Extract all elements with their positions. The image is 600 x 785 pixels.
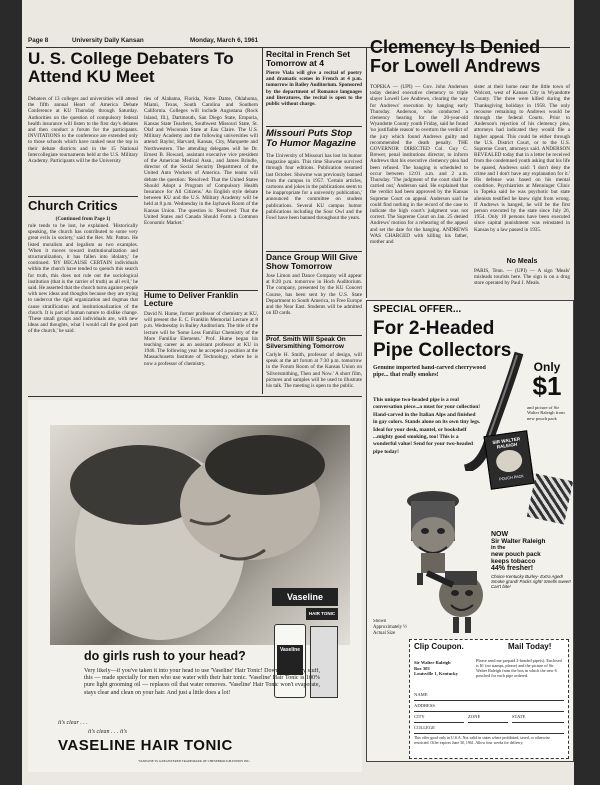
missouri-headline: Missouri Puts Stop To Humor Magazine bbox=[266, 128, 356, 149]
address-line: Louisville 1, Kentucky bbox=[414, 671, 459, 677]
clip-coupon-label: Clip Coupon. bbox=[414, 642, 464, 651]
state-field[interactable]: STATE bbox=[512, 714, 564, 723]
now-line: new pouch pack bbox=[491, 551, 541, 558]
tagline-clean: it's clean . . . it's bbox=[88, 729, 127, 735]
smith-headline: Prof. Smith Will Speak On Silversmithing Tomorrow bbox=[266, 336, 346, 350]
clemency-col1: TOPEKA — (UPI) — Gov. John Anderson today denied executive clemency to triple slayer Lowell Lee Andrews, clearing the way for Andrews' execution by hanging early Thursday. Anderson, who conducted a clemency hearing for the 20-year-old Wyandotte County youth Friday, said he found 'no justifiable reason' to overturn the verdict of the jury which found Andrews guilty and recommended the death penalty. THE GOVERNOR DIRECTED Col. Guy C. Brewer, penal institutions director, to inform Andrews that his executive clemency plea had been refused. The hanging is scheduled to occur between 12:01 a.m. and 2 a.m. Thursday. 'The judgment of the court shall be carried out,' Anderson said. He explained that the verdict had been approved by the Kansas Supreme Court on appeal. Anderson said he could find nothing in the record of the case to indicate the high court's judgment was not correct. The Supreme Court on Jan. 25 denied Andrews' motion for a rehearing of the appeal and set the date for the hanging. ANDREWS WAS CHARGED with killing his father, mother and bbox=[370, 84, 468, 246]
church-headline: Church Critics bbox=[28, 198, 118, 213]
now-panel bbox=[491, 531, 571, 617]
column-rule bbox=[366, 48, 367, 298]
recital-headline: Recital in French Set Tomorrow at 4 bbox=[266, 49, 351, 68]
coupon-address bbox=[414, 660, 472, 684]
pouch-label: SIR WALTER RALEIGH bbox=[492, 436, 521, 450]
price-label: Only bbox=[533, 360, 561, 374]
coupon-instructions: Please send me prepaid 2-headed pipe(s). Enclosed is $1 (no stamps, please) and the picture of Sir Walter Raleigh from the box in which the new 6 pouched for each pipe ordered. bbox=[476, 658, 562, 678]
recital-body: Pierre Viala will give a recital of poetry and dramatic scenes in French at 4 p.m. tomorrow in Bailey Auditorium. Sponsored by the department of Romance languages and literatures, the recital is open to the public without charge. bbox=[266, 70, 362, 108]
address-field[interactable]: ADDRESS bbox=[414, 703, 564, 712]
vaseline-footnote: 'VASELINE' IS A REGISTERED TRADEMARK OF CHESEBROUGH-POND'S INC. bbox=[138, 759, 251, 763]
vaseline-question: do girls rush to your head? bbox=[84, 649, 246, 663]
dance-body: Jose Limon and Dance Company will appear at 8:20 p.m. tomorrow in Hoch Auditorium. The company, presented by the KU Concert Course, has been sent by the U.S. State Department to South America, to Free Europe and the Near East. Students will be admitted on ID cards. bbox=[266, 273, 362, 317]
pipe-body: This unique two-headed pipe is a real conversation piece...a must for your collection! Hand-carved in the Italian Alps and finished in gay colors. Stands alone on its own tiny legs. Ideal for your desk, mantel, or bookshelf ...mighty good smoking, too! This is a wonderful value! Send for your two-headed pipe today! bbox=[373, 397, 481, 455]
now-line: keeps tobacco bbox=[491, 558, 536, 565]
clemency-col2: sister at their home near the little town of Wolcott, west of Kansas City in Wyandotte County. The three were killed during the Thanksgiving holidays in 1958. The only recourse remaining to Andrews would be through the federal Courts. Prior to Anderson's rejection of his clemency plea, attorneys had indicated they would file a higher appeal. This could be either through the U.S. District Court, or to the U.S. Supreme Court, attorneys said. ANDERSON REVEALED today that in a letter he received from the condemned youth asking that his life be spared, Andrews said: 'I don't deny the crime and I don't have any explanation for it.' His defense was based on his mental condition. Psychiatrists at Menninger Clinic in Topeka said he was psychotic but state alienists testified he knew right from wrong. If Andrews is hanged, he will be the first person executed by the state since July 26, 1954. Only 10 persons have been executed since capital punishment was reinstated in Kansas by a law passed in 1935. bbox=[474, 84, 570, 233]
bottle-brand-tab: Vaseline bbox=[272, 588, 338, 606]
no-meals-body: PARIS, Tenn. — (UPI) — A sign 'Meals' misleads tourists here. The sign is on a drug store operated by Paul J. Meals. bbox=[474, 268, 570, 287]
now-line: 44% fresher! bbox=[491, 565, 534, 572]
pipe-headline-2: Pipe Collectors bbox=[373, 340, 512, 361]
now-line: Choice Kentucky Burley- Extra Aged! Smoke grand! Packs right! Smells sweet! Can't bite! bbox=[491, 574, 571, 590]
bottle-tab-label: HAIR TONIC bbox=[306, 608, 338, 620]
address-line: Sir Walter Raleigh bbox=[414, 660, 451, 665]
pouch-pack-image bbox=[527, 474, 573, 525]
name-field[interactable]: NAME bbox=[414, 692, 564, 701]
two-headed-pipe-illustration bbox=[403, 487, 491, 657]
vaseline-brand: VASELINE HAIR TONIC bbox=[58, 737, 233, 754]
city-field[interactable]: CITY bbox=[414, 714, 464, 723]
church-body: rule tends to be lost, he explained. 'Historically speaking, the church has contributed to some very great evils in society,' said the Rev. Mr. Patton. He listed moralism and legalism as two examples. 'When it moves toward institutionalization and structuralization, it has fallen into idolatry,' he continued. 'BY BECAUSE CERTAIN individuals within the church have tended to quench this search for truth, this does not rule out the sociological institution (that is the carrier of truth) as all evil,' he said. He asserted that the church turns against people with new ideas and thoughts because they are trying to undercut the rigid organization and dogmas that cause stratification and institutionalization of the church. It is part of human nature to dislike change. 'These small groups and individuals are, with new ideas and thoughts, what I would call the good part of the church,' he said. bbox=[28, 223, 138, 335]
mail-today-label: Mail Today! bbox=[508, 642, 552, 651]
bottle-label-brand: Vaseline bbox=[279, 647, 300, 653]
tobacco-pouch bbox=[483, 430, 534, 490]
now-line: Sir Walter Raleigh bbox=[491, 538, 546, 545]
no-meals-subhead: No Meals bbox=[506, 258, 538, 265]
pipe-headline-1: For 2-Headed bbox=[373, 318, 495, 339]
debaters-col2: ties of Alabama, Florida, Notre Dame, Oklahoma, Miami, Texas, South Carolina and Southern California. Colleges will include Augustana (Rock Island, Ill.), Dartmouth, San Diego State, Emporia, Kansas State Teachers, Southwest Missouri State, St. Olaf and Wisconsin State at Eau Claire. The U.S. Military Academy and the following universities will attend: Baylor, Harvard, Kansas, City, Marquette and Northwestern. The attending delegates will be Dr. Ernest B. Howard, assistant executive vice president of the American Medical Assn., and James Brindle, director of the Social Security Department of the United Auto Workers of America. The teams will debate the question: 'Resolved: That the United States Should Adopt a Program of Compulsory Health Insurance for All Citizens.' An English style debate between KU and the U.S. Military Academy will be held at 8 p.m. Wednesday in the Jayhawk Room of the Kansas Union. The question is: 'Resolved: That the United States and Canada Should Form a Common Economic Market.' bbox=[144, 96, 258, 227]
church-continued: (Continued from Page 1) bbox=[55, 216, 111, 222]
now-line: NOW bbox=[491, 531, 509, 538]
vaseline-body: Very likely—if you've taken it into your head to use 'Vaseline' Hair Tonic! Downright heady stuff, this — made specially for men who use water with their hair tonic. 'Vaseline' Hair Tonic is 100% pure light grooming oil — replaces oil that water removes. 'Vaseline' Hair Tonic won't evaporate, stays clear and clean on your hair. And just a little does a lot! bbox=[84, 668, 320, 696]
newspaper-page bbox=[22, 0, 574, 785]
debaters-col1: Debaters of 13 colleges and universities will attend the fifth annual Heart of America Debate Conference at KU Thursday through Saturday. Authorities on the question of compulsory federal health insurance will listen to the first day's debates and then conduct a forum for the participants. INVITATIONS to the conference are extended only to those schools which have ranked near the top in their debate districts and in the 15 National Intercollegiate tournaments held at the U.S. Military Academy. Participants will be the University bbox=[28, 96, 138, 165]
shown-size-note: Shown Approximately ½ Actual Size bbox=[373, 619, 407, 636]
raleigh-portrait bbox=[495, 448, 524, 473]
divider bbox=[28, 196, 138, 197]
divider bbox=[266, 126, 362, 127]
now-line: in the bbox=[491, 545, 506, 551]
debaters-headline: U. S. College Debaters To Attend KU Meet bbox=[28, 49, 234, 86]
coupon-fineprint: This offer good only in U.S.A. Not valid in states where prohibited, taxed, or otherwise restricted. Offer expires June 30, 1961. Allow four weeks for delivery. bbox=[414, 736, 550, 745]
clemency-headline: Clemency Is Denied For Lowell Andrews bbox=[370, 37, 541, 76]
dance-headline: Dance Group Will Give Show Tomorrow bbox=[266, 252, 358, 271]
address-line: Box 303 bbox=[414, 665, 430, 671]
column-rule bbox=[262, 48, 263, 394]
special-offer-label: SPECIAL OFFER... bbox=[373, 304, 462, 315]
pouch-sub-label: POUCH PACK bbox=[498, 474, 525, 482]
zone-field[interactable]: ZONE bbox=[468, 714, 508, 723]
pipe-subhead: Genuine imported hand-carved cherrywood pipe... that really smokes! bbox=[373, 365, 486, 378]
issue-date: Monday, March 6, 1961 bbox=[190, 37, 259, 44]
mail-coupon[interactable] bbox=[409, 639, 569, 759]
price: $1 bbox=[532, 371, 562, 401]
vaseline-ad bbox=[28, 400, 362, 772]
price-note: and picture of Sir Walter Raleigh from new pouch pack bbox=[527, 405, 565, 421]
page-number: Page 8 bbox=[28, 37, 49, 44]
hume-body: David N. Hume, former professor of chemistry at KU, will present the E. C. Franklin Memorial Lecture at 8 p.m. Wednesday in Bailey Auditorium. The title of the lecture will be 'Some Less Familiar Chemistry of the More Familiar Elements.' Prof. Hume began his teaching career as an assistant professor at KU in 1946. The following year he accepted a position at the Massachusetts Institute of Technology, where he is now a professor of chemistry. bbox=[144, 311, 258, 367]
smith-body: Carlyle H. Smith, professor of design, will speak at the art forum at 7:30 p.m. tomorrow in the Forum Room of the Kansas Union on 'Silversmithing, Then and Now.' A short film, pictures and samples will be used to illustrate his talk. The meeting is open to the public. bbox=[266, 352, 362, 390]
divider bbox=[28, 396, 362, 397]
college-field[interactable]: COLLEGE bbox=[414, 725, 564, 734]
pipe-ad bbox=[366, 300, 574, 762]
missouri-body: The University of Missouri has lost its humor magazine again. This time Showme survived through four editions. Publication resumed last October. Showme was previously banned from the campus in 1957. 'Certain articles, cartoons and jokes in the publications seem to be inappropriate for a university publication,' announced the committee on student publications. Several KU campus humor publications including the Sour Owl and the Fowl have been banned throughout the years. bbox=[266, 153, 362, 222]
tagline-clear: it's clear . . . bbox=[58, 720, 88, 726]
hume-headline: Hume to Deliver Franklin Lecture bbox=[144, 291, 239, 309]
paper-name: University Daily Kansan bbox=[72, 37, 144, 44]
